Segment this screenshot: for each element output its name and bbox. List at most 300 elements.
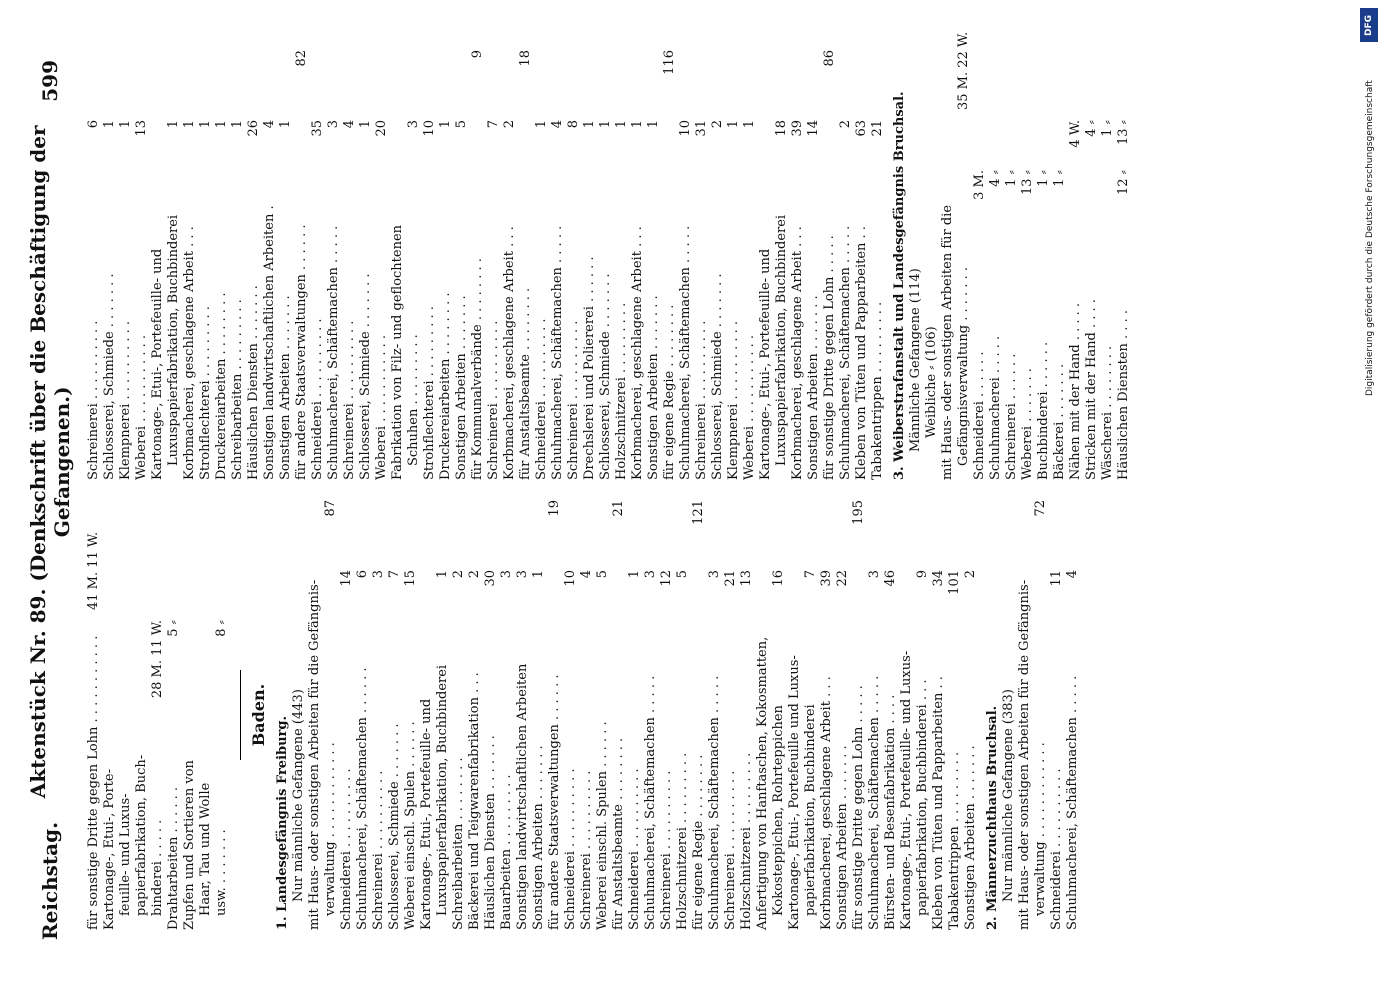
table-row (726, 50, 742, 480)
row-label: Gefängnisverwaltung . . . . . . . (956, 267, 971, 466)
row-label: Korbmacherei, geschlagene Arbeit . . . (502, 226, 517, 480)
table-row (851, 500, 867, 930)
row-label: Schlosserei, Schmiede . . . . . . . (598, 273, 613, 480)
count-value: 3 (406, 120, 421, 129)
inline-value: 5 ⸗ (166, 620, 181, 637)
count-value: 5 (595, 570, 610, 579)
table-row (755, 500, 771, 930)
row-label: Schlosserei, Schmiede . . . . . . . (358, 273, 373, 480)
row-label: Tabakentrippen . . . . . . . . . (870, 301, 885, 480)
table-row (150, 500, 166, 930)
count-value: 7 (486, 120, 501, 129)
table-row (198, 500, 214, 930)
table-row (899, 500, 915, 930)
count-value: 4 W. (1068, 120, 1083, 148)
count-value: 63 (854, 120, 869, 137)
row-label: Kartonage-, Etui-, Porte- (102, 769, 117, 930)
count-value: 4 ⸗ (1084, 120, 1099, 137)
row-label: Luxuspapierfabrikation, Buchbinderei (166, 214, 181, 466)
row-label: Schuhmacherei, Schäftemachen . . . . . (867, 675, 882, 930)
table-row (908, 50, 924, 480)
table-row (102, 50, 118, 480)
table-row (339, 500, 355, 930)
row-label: Buchbinderei . . . . . . (1036, 341, 1051, 480)
count-value: 4 (579, 570, 594, 579)
section-title: Baden. (249, 683, 268, 747)
table-row (972, 50, 988, 480)
table-row (403, 500, 419, 930)
table-row (915, 500, 931, 930)
table-row (86, 500, 102, 930)
table-row (358, 50, 374, 480)
table-row (956, 31, 972, 480)
inline-value: 1 ⸗ (1036, 170, 1051, 187)
count-value: 1 (358, 120, 373, 129)
count-value: 2 (963, 570, 978, 579)
row-label: Weberei einschl. Spulen . . . . . . (403, 721, 418, 930)
row-label: Schlosserei, Schmiede . . . . . . . (102, 273, 117, 480)
table-row (355, 500, 371, 930)
table-row (803, 500, 819, 930)
table-row (406, 50, 422, 480)
row-label: Fabrikation von Filz- und geflochtenen (390, 224, 405, 480)
count-value: 1 (435, 570, 450, 579)
table-row (454, 50, 470, 480)
table-row (278, 50, 294, 480)
row-label: Schneiderei . . . . . . (972, 351, 987, 480)
row-label: Nähen mit der Hand . . . . . (1068, 302, 1083, 480)
table-row (102, 500, 118, 930)
table-row (739, 500, 755, 930)
table-row (771, 500, 787, 930)
count-value: 7 (387, 570, 402, 579)
table-row (924, 50, 940, 480)
count-value: 11 (1049, 570, 1064, 587)
count-value: 8 (566, 120, 581, 129)
row-label: Druckereiarbeiten . . . . . . . . (214, 292, 229, 480)
table-row (678, 50, 694, 480)
table-row (387, 500, 403, 930)
row-label: Schreibarbeiten . . . . . . . . . (230, 299, 245, 480)
table-row (499, 500, 515, 930)
row-label: für sonstige Dritte gegen Lohn . . . . . (851, 685, 866, 930)
count-value: 39 (819, 570, 834, 587)
row-label: für andere Staatsverwaltungen . . . . . . (547, 674, 562, 930)
count-value: 3 (499, 570, 514, 579)
table-row (323, 500, 339, 930)
table-row (534, 50, 550, 480)
table-row (134, 500, 150, 930)
table-row (870, 50, 886, 480)
count-value: 1 (582, 120, 597, 129)
inline-value: 1 ⸗ (1004, 170, 1019, 187)
count-value: 22 (835, 570, 850, 587)
table-row (150, 50, 166, 480)
table-row (182, 500, 198, 930)
row-label: Nur männliche Gefangene (443) (291, 689, 306, 902)
count-value: 21 (870, 120, 885, 137)
table-row (134, 50, 150, 480)
row-label: Korbmacherei, geschlagene Arbeit . . . (819, 676, 834, 930)
row-label: Schreinerei . . . . . . (1004, 353, 1019, 480)
row-label: Anfertigung von Hanftaschen, Kokosmatten, (755, 636, 770, 930)
row-label: Drahtarbeiten . . . . . . (166, 787, 181, 930)
row-label: Schreinerei . . . . . . . . . . (694, 320, 709, 480)
table-row (246, 50, 262, 480)
row-label: 1. Landesgefängnis Freiburg. (275, 715, 290, 930)
table-row (630, 50, 646, 480)
row-label: Kartonage-, Etui-, Portefeuille- und (758, 248, 773, 480)
subtotal-value: 195 (851, 500, 866, 525)
table-row (1100, 50, 1116, 480)
row-label: Schlosserei, Schmiede . . . . . . . (710, 273, 725, 480)
row-label: Schreinerei . . . . . . . . . . (659, 770, 674, 930)
table-row (118, 500, 134, 930)
table-row (326, 50, 342, 480)
count-value: 1 (614, 120, 629, 129)
table-row (515, 500, 531, 930)
table-row (118, 50, 134, 480)
table-row (822, 50, 838, 480)
row-label: Zupfen und Sortieren von (182, 760, 197, 930)
count-value: 1 (230, 120, 245, 129)
count-value: 10 (563, 570, 578, 587)
count-value: 1 (742, 120, 757, 129)
table-row (563, 500, 579, 930)
count-value: 34 (931, 570, 946, 587)
table-row (390, 50, 406, 480)
count-value: 1 (278, 120, 293, 129)
count-value: 14 (806, 120, 821, 137)
row-label: Schreinerei . . . . . . . . . . (579, 770, 594, 930)
table-row (502, 50, 518, 480)
table-row (451, 500, 467, 930)
row-label: Schneiderei . . . . . . . . . . (1049, 768, 1064, 930)
row-label: mit Haus- oder sonstigen Arbeiten für die Gefängnis- (307, 579, 322, 930)
row-label: Sonstigen Arbeiten . . . . . . . (835, 745, 850, 930)
row-label: Schreinerei . . . . . . . . . . (371, 770, 386, 930)
row-label: Stricken mit der Hand . . . . (1084, 299, 1099, 480)
table-row (435, 500, 451, 930)
count-value: 6 (355, 570, 370, 579)
table-row (1049, 500, 1065, 930)
count-value: 2 (451, 570, 466, 579)
table-row (531, 500, 547, 930)
row-label: Kartonage-, Etui-, Portefeuille- und Luxus- (899, 650, 914, 930)
table-row (611, 500, 627, 930)
count-value: 26 (246, 120, 261, 137)
table-row (230, 50, 246, 480)
row-label: Kleben von Tüten und Papparbeiten . . (854, 226, 869, 480)
count-value: 1 (627, 570, 642, 579)
row-label: Kokosteppichen, Rohrteppichen (771, 705, 786, 916)
section-heading (275, 500, 291, 930)
row-label: für Anstaltsbeamte . . . . . . . . (611, 737, 626, 930)
table-row (262, 50, 278, 480)
section-heading (985, 500, 1001, 930)
count-value: 10 (422, 120, 437, 137)
table-row (931, 500, 947, 930)
row-label: Schneiderei . . . . . . . . . . (310, 318, 325, 480)
table-row (214, 500, 230, 930)
row-label: Luxuspapierfabrikation, Buchbinderei (435, 664, 450, 916)
inline-value: 3 M. (972, 170, 987, 200)
count-value: 1 (166, 120, 181, 129)
count-value: 9 (915, 570, 930, 579)
table-row (307, 500, 323, 930)
count-value: 101 (947, 570, 962, 595)
count-value: 2 (838, 120, 853, 129)
row-label: Holzschnitzerei . . . . . . . . . (675, 752, 690, 930)
row-label: Holzschnitzerei . . . . . . . . . (614, 302, 629, 480)
count-value: 1 (102, 120, 117, 129)
table-row (294, 50, 310, 480)
table-row (470, 50, 486, 480)
row-label: 2. Männerzuchthaus Bruchsal. (985, 705, 1000, 930)
row-label: Sonstigen Arbeiten . . . . . . . (646, 295, 661, 480)
row-label: mit Haus- oder sonstigen Arbeiten für die (940, 204, 955, 480)
left-column (86, 500, 1081, 930)
row-label: Schreinerei . . . . . . . . . . (486, 320, 501, 480)
table-row (483, 500, 499, 930)
subtotal-value: 121 (691, 500, 706, 525)
table-row (1052, 50, 1068, 480)
count-value: 21 (723, 570, 738, 587)
row-label: Korbmacherei, geschlagene Arbeit . . . (790, 226, 805, 480)
row-label: verwaltung . . . . . . . . . . . . (323, 742, 338, 916)
table-row (438, 50, 454, 480)
section-heading (892, 50, 908, 480)
count-value: 5 (675, 570, 690, 579)
count-value: 15 (403, 570, 418, 587)
count-value: 1 (214, 120, 229, 129)
count-value: 12 (659, 570, 674, 587)
table-row (595, 500, 611, 930)
inline-value: 28 M. 11 W. (150, 620, 165, 699)
count-value: 7 (803, 570, 818, 579)
subtotal-value: 35 M. 22 W. (956, 31, 971, 110)
row-label: Weberei . . . . . . . . . . . (134, 335, 149, 480)
subtotal-value: 72 (1033, 500, 1048, 517)
subtotal-value: 86 (822, 50, 837, 67)
count-value: 2 (502, 120, 517, 129)
count-value: 1 ⸗ (1100, 120, 1115, 137)
row-label: Sonstigen Arbeiten . . . . . . . (963, 745, 978, 930)
row-label: usw. . . . . . . . (214, 829, 229, 916)
row-label: Schuhmacherei, Schäftemachen . . . . . (550, 225, 565, 480)
table-row (598, 50, 614, 480)
subtotal-value: 21 (611, 500, 626, 517)
row-label: binderei . . . . . (150, 819, 165, 916)
digitization-credit: Digitalisierung gefördert durch die Deutsche Forschungsgemeinschaft (1365, 80, 1375, 396)
count-value: 20 (374, 120, 389, 137)
row-label: papierfabrikation, Buchbinderei (803, 704, 818, 916)
row-label: Weberei . . . . . . . . . . . (742, 335, 757, 480)
row-label: Sonstigen Arbeiten . . . . . . . (806, 295, 821, 480)
count-value: 3 (643, 570, 658, 579)
count-value: 16 (771, 570, 786, 587)
row-label: Schneiderei . . . . . . . . . . (534, 318, 549, 480)
table-row (166, 50, 182, 480)
table-row (1020, 50, 1036, 480)
table-row (1036, 50, 1052, 480)
table-row (627, 500, 643, 930)
row-label: Sonstigen landwirtschaftlichen Arbeiten (515, 663, 530, 930)
row-label: Strohflechterei . . . . . . . . . (422, 306, 437, 480)
count-value: 2 (467, 570, 482, 579)
row-label: Klempnerei . . . . . . . . . . (726, 321, 741, 480)
count-value: 14 (339, 570, 354, 587)
table-row (1068, 50, 1084, 480)
table-row (790, 50, 806, 480)
table-row (291, 500, 307, 930)
row-label: Bauarbeiten . . . . . . . . . (499, 774, 514, 930)
table-row (963, 500, 979, 930)
row-label: verwaltung . . . . . . . . . . . . (1033, 742, 1048, 916)
page-header (26, 60, 74, 940)
row-label: für sonstige Dritte gegen Lohn . . . . . . . . . . . (86, 635, 101, 930)
table-row (835, 500, 851, 930)
subtotal-value: 19 (547, 500, 562, 517)
count-value: 1 (182, 120, 197, 129)
table-row (550, 50, 566, 480)
subtotal-value: 9 (470, 50, 485, 59)
table-row (1004, 50, 1020, 480)
row-label: mit Haus- oder sonstigen Arbeiten für die Gefängnis- (1017, 579, 1032, 930)
row-label: papierfabrikation, Buch- (134, 754, 149, 916)
subtotal-value: 116 (662, 50, 677, 75)
row-label: Weberei . . . . . . . (1020, 368, 1035, 480)
inline-value: 13 ⸗ (1020, 170, 1035, 196)
table-row (988, 50, 1004, 480)
row-label: Haar, Tau und Wolle (198, 782, 213, 916)
row-label: Weberei einschl. Spulen . . . . . . (595, 721, 610, 930)
row-label: Korbmacherei, geschlagene Arbeit . . . (630, 226, 645, 480)
count-value: 4 (262, 120, 277, 129)
count-value: 18 (774, 120, 789, 137)
inline-value: 1 ⸗ (1052, 170, 1067, 187)
dfg-logo: DFG (1360, 8, 1378, 42)
table-row (940, 50, 956, 480)
count-value: 1 (646, 120, 661, 129)
count-value: 39 (790, 120, 805, 137)
row-label: Schuhmacherei, Schäftemachen . . . . . (326, 225, 341, 480)
count-value: 3 (371, 570, 386, 579)
table-row (659, 500, 675, 930)
table-row (787, 500, 803, 930)
row-label: Männliche Gefangene (114) (908, 268, 923, 452)
row-label: Kartonage-, Etui-, Portefeuille und Luxus- (787, 655, 802, 930)
table-row (214, 50, 230, 480)
row-label: Schuhmacherei, Schäftemachen . . . . . . (355, 667, 370, 930)
count-value: 1 (438, 120, 453, 129)
row-label: Schneiderei . . . . . . . . . . (339, 768, 354, 930)
table-row (646, 50, 662, 480)
row-label: Schreinerei . . . . . . . . . . (566, 320, 581, 480)
table-row (1001, 500, 1017, 930)
count-value: 3 (707, 570, 722, 579)
row-label: papierfabrikation, Buchbinderei . . . (915, 679, 930, 916)
row-label: 3. Weiberstrafanstalt und Landesgefängnis Bruchsal. (892, 91, 907, 480)
table-row (806, 50, 822, 480)
table-row (467, 500, 483, 930)
table-row (547, 500, 563, 930)
row-label: Häuslichen Diensten . . . . . . . (483, 735, 498, 930)
table-row (1017, 500, 1033, 930)
count-value: 3 (867, 570, 882, 579)
table-row (867, 500, 883, 930)
table-row (675, 500, 691, 930)
count-value: 1 (198, 120, 213, 129)
row-label: für eigene Regie . . . . . . . . (691, 754, 706, 930)
table-row (1033, 500, 1049, 930)
count-value: 30 (483, 570, 498, 587)
count-value: 6 (86, 120, 101, 129)
row-label: Holzschnitzerei . . . . . . . . . (739, 752, 754, 930)
count-value: 5 (454, 120, 469, 129)
row-label: Nur männliche Gefangene (383) (1001, 689, 1016, 902)
row-label: Kartonage-, Etui-, Portefeuille- und (419, 698, 434, 930)
count-value: 13 ⸗ (1116, 120, 1131, 146)
subtotal-value: 18 (518, 50, 533, 67)
row-label: für andere Staatsverwaltungen . . . . . . (294, 224, 309, 480)
count-value: 31 (694, 120, 709, 137)
table-row (691, 500, 707, 930)
subtotal-value: 87 (323, 500, 338, 517)
right-column (86, 31, 1132, 480)
row-label: Schneiderei . . . . . . . . . . (627, 768, 642, 930)
count-value: 1 (598, 120, 613, 129)
row-label: Schuhmacherei, Schäftemachen . . . . . (707, 675, 722, 930)
row-label: Weberei . . . . . . . . . . . (374, 335, 389, 480)
table-row (371, 500, 387, 930)
row-label: Schuhmacherei, Schäftemachen . . . . . (838, 225, 853, 480)
table-row (838, 50, 854, 480)
table-row (374, 50, 390, 480)
row-label: Korbmacherei, geschlagene Arbeit . . . (182, 226, 197, 480)
count-value: 4 (1065, 570, 1080, 579)
row-label: Schuhmacherei . . . . . (988, 335, 1003, 480)
count-value: 1 (531, 570, 546, 579)
table-row (643, 500, 659, 930)
row-label: für Anstaltsbeamte . . . . . . . . (518, 287, 533, 480)
inline-value: 4 ⸗ (988, 170, 1003, 187)
count-value: 2 (710, 120, 725, 129)
count-value: 1 (630, 120, 645, 129)
table-row (742, 50, 758, 480)
row-label: Schuhmacherei, Schäftemachen . . . . . (678, 225, 693, 480)
table-row (166, 500, 182, 930)
count-value: 35 (310, 120, 325, 137)
table-row (419, 500, 435, 930)
table-row (707, 500, 723, 930)
row-label: Kleben von Tüten und Papparbeiten . . (931, 676, 946, 930)
count-value: 4 (550, 120, 565, 129)
count-value: 3 (326, 120, 341, 129)
row-label: Sonstigen Arbeiten . . . . . . . (531, 745, 546, 930)
row-label: Häuslichen Diensten . . . . . . . (246, 285, 261, 480)
row-label: Sonstigen Arbeiten . . . . . . . (454, 295, 469, 480)
table-row (579, 500, 595, 930)
table-row (1065, 500, 1081, 930)
row-label: Schreinerei . . . . . . . . . . (723, 770, 738, 930)
row-label: Schneiderei . . . . . . . . . . (563, 768, 578, 930)
table-row (854, 50, 870, 480)
row-label: Häuslichen Diensten . . . . (1116, 310, 1131, 480)
row-label: feuille- und Luxus- (118, 793, 133, 916)
row-label: Bäckerei . . . . . . . (1052, 363, 1067, 480)
row-label: Wäscherei . . . . . . . . (1100, 345, 1115, 480)
